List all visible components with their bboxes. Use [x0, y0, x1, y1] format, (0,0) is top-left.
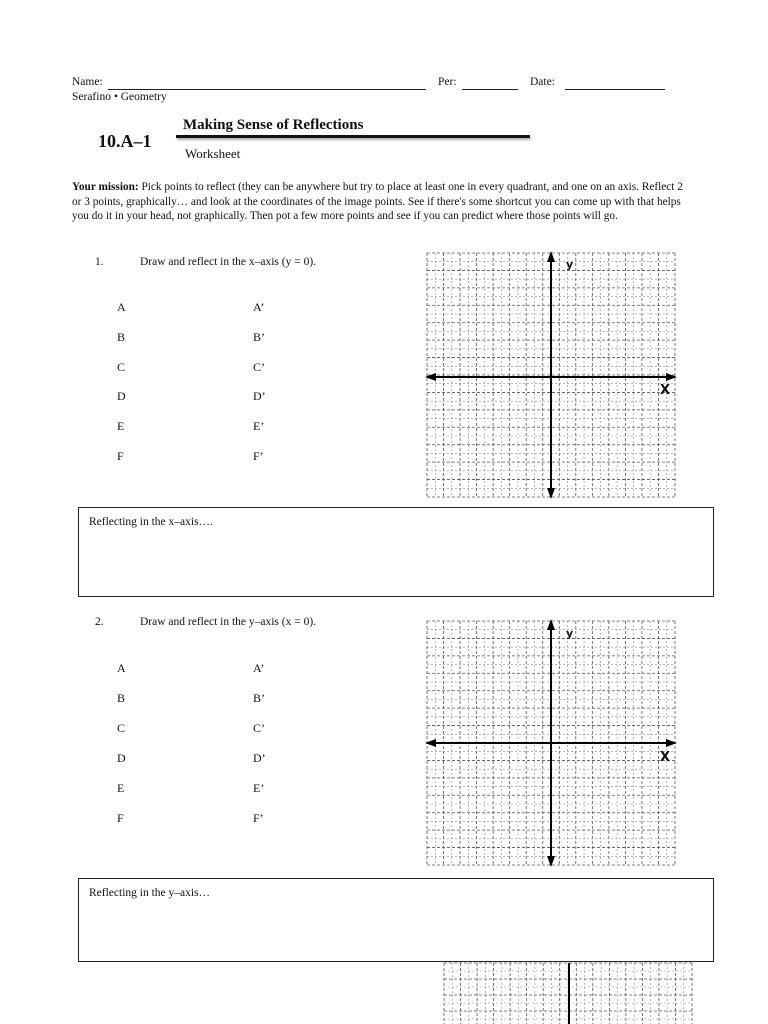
image-point-label: C’ — [253, 360, 265, 374]
x-axis-label: X — [660, 383, 671, 398]
course-label: Serafino • Geometry — [72, 91, 167, 103]
problem-2-number: 2. — [95, 616, 104, 628]
image-point-label: F’ — [253, 811, 264, 825]
point-label: F — [117, 449, 124, 463]
point-label: B — [117, 330, 126, 344]
page-title: Making Sense of Reflections — [183, 117, 364, 133]
point-label: A — [117, 661, 126, 675]
page-subtitle: Worksheet — [185, 146, 241, 161]
image-point-label: C’ — [253, 721, 265, 735]
y-axis-label: y — [566, 627, 574, 640]
point-label: B — [117, 691, 126, 705]
point-label: C — [117, 360, 126, 374]
problem-1-instruction: Draw and reflect in the x–axis (y = 0). — [140, 256, 317, 268]
image-point-label: B’ — [253, 330, 265, 344]
problem-2-instruction: Draw and reflect in the y–axis (x = 0). — [140, 616, 317, 628]
image-point-label: D’ — [253, 751, 266, 765]
image-point-label: E’ — [253, 419, 265, 433]
point-label: A — [117, 300, 126, 314]
period-label: Per: — [438, 76, 457, 88]
problem-1-number: 1. — [95, 256, 104, 268]
image-point-label: D’ — [253, 389, 266, 403]
image-point-label: E’ — [253, 781, 265, 795]
image-point-label: F’ — [253, 449, 264, 463]
mission-text: Pick points to reflect (they can be anywhere but try to place at least one in every quadrant, and one on an axis. Reflect 2 or 3 points, graphically… and look at the coordinates of the image points. See if there's some shortcut you can come up with that helps you do it in your head, not graphically. Then pot a few more points and see if you can predict where those points will go. — [72, 181, 683, 223]
point-label: E — [117, 419, 125, 433]
x-axis-label: X — [660, 750, 671, 765]
mission-label: Your mission: — [72, 181, 139, 193]
point-label: D — [117, 389, 126, 403]
image-point-label: A’ — [253, 661, 265, 675]
point-label: E — [117, 781, 125, 795]
image-point-label: A’ — [253, 300, 265, 314]
point-label: C — [117, 721, 126, 735]
y-axis-label: y — [566, 258, 574, 271]
point-label: F — [117, 811, 124, 825]
date-label: Date: — [530, 76, 555, 88]
point-label: D — [117, 751, 126, 765]
image-point-label: B’ — [253, 691, 265, 705]
answer-box-label: Reflecting in the x–axis…. — [89, 516, 213, 528]
worksheet-code: 10.A–1 — [98, 131, 152, 151]
name-label: Name: — [72, 76, 103, 88]
answer-box-label: Reflecting in the y–axis… — [89, 887, 211, 899]
